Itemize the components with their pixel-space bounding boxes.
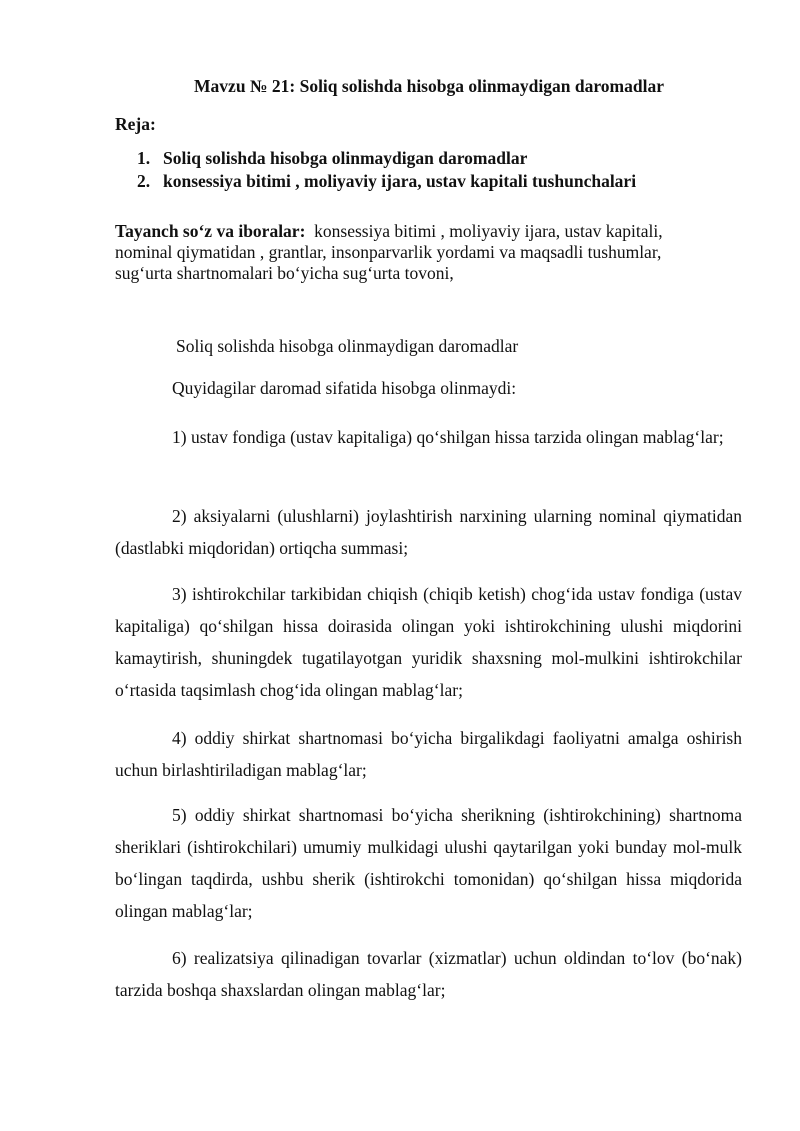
paragraph: 2) aksiyalarni (ulushlarni) joylashtirish narxining ularning nominal qiymatidan (dastlabki miqdoridan) ortiqcha summasi;: [115, 506, 742, 558]
keywords-line: [115, 221, 715, 242]
intro-text: Quyidagilar daromad sifatida hisobga olinmaydi:: [172, 378, 517, 398]
paragraph: 6) realizatsiya qilinadigan tovarlar (xizmatlar) uchun oldindan to‘lov (bo‘nak) tarzida boshqa shaxslardan olingan mablag‘lar;: [115, 948, 742, 1000]
plan-label: Reja:: [115, 114, 156, 134]
keywords-label: Tayanch so‘z va iboralar:: [115, 221, 306, 241]
paragraph: 5) oddiy shirkat shartnomasi bo‘yicha sherikning (ishtirokchining) shartnoma sheriklari (ishtirokchilari) umumiy mulkidagi ulushi qaytarilgan yoki bunday mol-mulk bo‘lingan taqdirda, ushbu sherik (ishtirokchi tomonidan) qo‘shilgan hissa miqdorida olingan mablag‘lar;: [115, 805, 742, 921]
keywords-line: sug‘urta shartnomalari bo‘yicha sug‘urta tovoni,: [115, 263, 454, 283]
keywords-text: konsessiya bitimi , moliyaviy ijara, ustav kapitali,: [314, 221, 663, 241]
paragraph: 4) oddiy shirkat shartnomasi bo‘yicha birgalikdagi faoliyatni amalga oshirish uchun birlashtiriladigan mablag‘lar;: [115, 728, 742, 780]
keywords-line: nominal qiymatidan , grantlar, insonparvarlik yordami va maqsadli tushumlar,: [115, 242, 662, 262]
plan-item-text: Soliq solishda hisobga olinmaydigan daromadlar: [163, 148, 528, 168]
section-heading: Soliq solishda hisobga olinmaydigan daromadlar: [176, 336, 519, 356]
paragraph: 3) ishtirokchilar tarkibidan chiqish (chiqib ketish) chog‘ida ustav fondiga (ustav kapitaliga) qo‘shilgan hissa doirasida olingan yoki ishtirokchining ulushi miqdorini kamaytirish, shuningdek tugatilayotgan yuridik shaxsning mol-mulkini ishtirokchilar o‘rtasida taqsimlash chog‘ida olingan mablag‘lar;: [115, 584, 742, 700]
document-title: Mavzu № 21: Soliq solishda hisobga olinmaydigan daromadlar: [194, 76, 664, 96]
plan-item-number: 1.: [137, 148, 151, 168]
plan-list: [137, 147, 636, 193]
plan-item-text: konsessiya bitimi , moliyaviy ijara, ustav kapitali tushunchalari: [163, 171, 637, 191]
plan-item-number: 2.: [137, 171, 151, 191]
plan-item: [137, 170, 636, 193]
paragraph: 1) ustav fondiga (ustav kapitaliga) qo‘shilgan hissa tarzida olingan mablag‘lar;: [172, 427, 724, 447]
plan-item: [137, 147, 636, 170]
keywords-block: [115, 221, 715, 284]
